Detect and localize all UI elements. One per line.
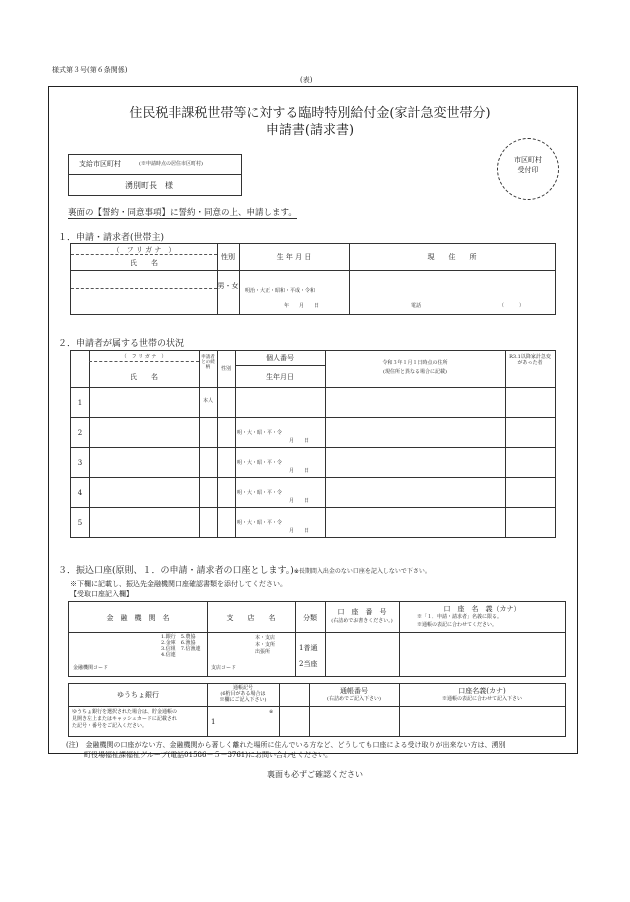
municipality-value: 湧別町長 様	[125, 181, 173, 190]
footnote-line1: (注) 金融機関の口座がない方、金融機関から著しく離れた場所に住んでいる方など、どうしても口座による受け取りが出来ない方は、湧別	[66, 741, 506, 749]
applicant-table: （ フ リ ガ ナ ） 氏 名 性別 男・女 生 年 月 日 明治・大正・昭和・平成・令和 年 月 日 現 住 所 電話 （ ）	[70, 243, 556, 315]
receipt-label: 【受取口座記入欄】	[70, 590, 133, 598]
reception-stamp: 市区町村 受付印	[497, 138, 559, 200]
form-number: 様式第３号(第６条関係)	[52, 66, 128, 74]
side-label: (表)	[300, 76, 313, 84]
footer-note: 裏面も必ずご確認ください	[267, 770, 363, 779]
section3-note: ※下欄に記載し、振込先金融機関口座確認書類を添付してください。	[70, 580, 287, 588]
form-title: 住民税非課税世帯等に対する臨時特別給付金(家計急変世帯分) 申請書(請求書)	[129, 106, 491, 138]
section1-heading: １．申請・請求者(世帯主)	[58, 233, 165, 243]
bank-table: 金 融 機 関 名 支 店 名 分類 口 座 番 号 (右詰めでお書きください。) 口 座 名 義（カナ） ※「１．申請・請求者」名義に限る。 ※通帳の表記に合わせてください。 1.銀行 5.農協 2.金庫 6.漁協 3.信組 7.信漁連 4.信連 金融機関コード 本・支店 本・支所 出張所 支店コード 1普通 2当座	[68, 601, 566, 677]
household-table: （ フ リ ガ ナ ） 氏 名 申請者との続柄 性別 個人番号 生年月日 令和３年１月１日時点の住所 (現住所と異なる場合に記載) R3.1以降家計急変があった者 1 2 3 4 5 本人 明・大・昭・平・令 月 日 明・大・昭・平・令 月 日 明・大・昭・平・令 月 日 明・大・昭・平・令 月 日	[70, 350, 556, 538]
self-label: 本人	[202, 398, 213, 404]
municipality-box: 支給市区町村 (※申請時点の居住市区町村) 湧別町長 様	[68, 154, 242, 196]
yucho-table: ゆうちょ銀行 通帳記号 (6桁目がある場合は ※欄にご記入下さい) 通帳番号 (右詰めでご記入下さい) 口座名義(カナ) ※通帳の表記に合わせて記入下さい ゆうちょ銀行を選択された場合は、貯金通帳の 見開き左上またはキャッシュカードに記載され た記号・番号をご記入ください。 1 ※	[68, 683, 566, 737]
section3-heading: ３．振込口座(原則、１．の申請・請求者の口座とします。)※長期間入出金のない口座を記入しないで下さい。	[58, 566, 431, 576]
gender-options: 男・女	[217, 282, 239, 290]
footnote-line2: 町役場福祉課福祉グループ(電話01586－５－3761)にお問い合わせください。	[84, 751, 332, 759]
instruction: 裏面の【誓約・同意事項】に誓約・同意の上、申請します。	[68, 208, 297, 218]
section2-heading: ２．申請者が属する世帯の状況	[58, 339, 185, 349]
